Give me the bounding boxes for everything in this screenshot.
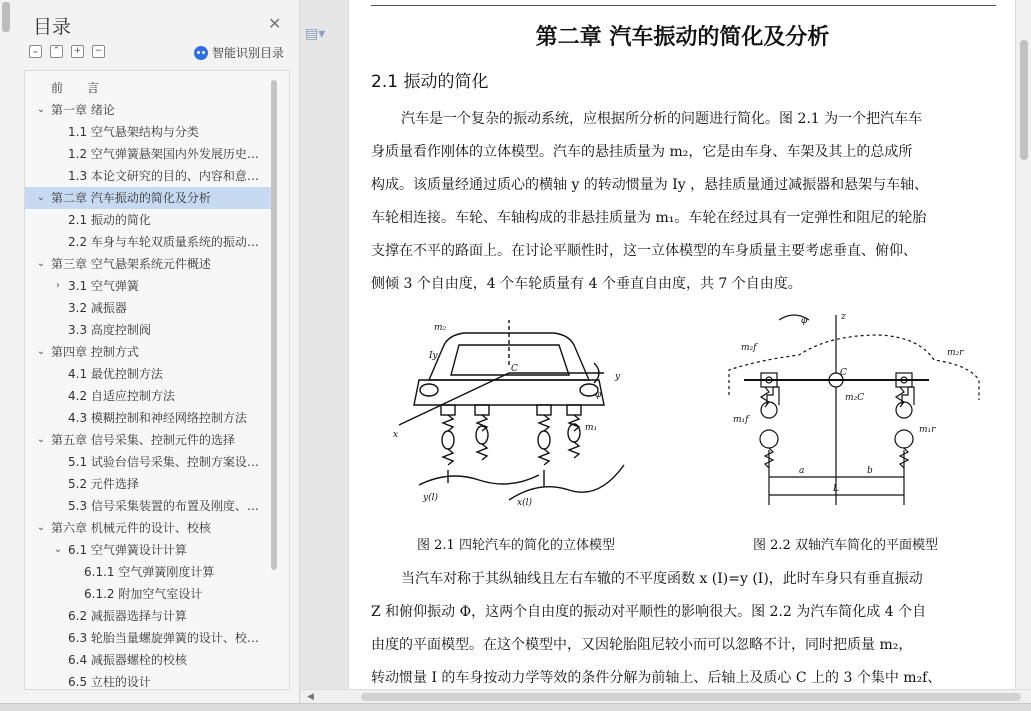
toc-item[interactable]: [25, 319, 271, 341]
smart-toc-button[interactable]: [194, 44, 284, 61]
page-view-icon[interactable]: ▤▾: [305, 26, 326, 42]
chevron-down-icon[interactable]: ⌄: [36, 434, 46, 445]
status-bar: [0, 703, 1031, 711]
fig1-label-m1: m₁: [585, 423, 598, 433]
fig2-label-l: L: [833, 484, 839, 494]
toc-item[interactable]: [25, 143, 271, 165]
paragraph-1: [371, 103, 996, 301]
toc-item[interactable]: [25, 99, 271, 121]
toc-item-label: 第三章 空气悬架系统元件概述: [51, 257, 211, 271]
figure-2-2-caption: 图 2.2 双轴汽车简化的平面模型: [753, 538, 938, 553]
toc-item-label: 4.2 自适应控制方法: [68, 389, 175, 403]
fig2-label-phi: φ: [801, 316, 808, 326]
toc-item-label: 1.1 空气悬架结构与分类: [68, 125, 199, 139]
toc-item[interactable]: [25, 275, 271, 297]
fig2-label-m1r: m₁r: [919, 425, 936, 435]
toc-item-label: 前 言: [51, 81, 100, 95]
toc-item[interactable]: [25, 451, 271, 473]
toc-item-label: 6.1.1 空气弹簧刚度计算: [84, 565, 215, 579]
toc-item[interactable]: [25, 539, 271, 561]
fig2-label-c: C: [840, 368, 847, 378]
chevron-down-icon[interactable]: ⌄: [36, 192, 46, 203]
fig1-label-y: y: [615, 372, 621, 382]
fig1-label-x: x: [393, 430, 399, 440]
remove-heading-icon[interactable]: −: [92, 45, 105, 58]
toc-item[interactable]: [25, 363, 271, 385]
paragraph-line: 身质量看作刚体的立体模型。汽车的悬挂质量为 m₂，它是由车身、车架及其上的总成所: [371, 144, 913, 160]
navigation-pane: [0, 0, 300, 703]
fig2-label-m2c: m₂C: [845, 393, 865, 403]
toc-item[interactable]: [25, 671, 271, 690]
toc-item-label: 3.1 空气弹簧: [68, 279, 139, 293]
paragraph-line: 汽车是一个复杂的振动系统，应根据所分析的问题进行简化。图 2.1 为一个把汽车车: [401, 111, 923, 127]
toc-item-label: 6.1 空气弹簧设计计算: [68, 543, 187, 557]
figure-2-1-car-3d-model: [389, 305, 629, 515]
fig2-label-z: z: [841, 312, 846, 322]
toc-item[interactable]: [25, 583, 271, 605]
paragraph-line: 当汽车对称于其纵轴线且左右车辙的不平度函数 x (I)=y (I)，此时车身只有垂直振动: [401, 571, 923, 587]
horizontal-scrollbar[interactable]: [301, 689, 1031, 703]
toc-item-label: 5.3 信号采集装置的布置及刚度、…: [68, 499, 259, 513]
fig2-label-a: a: [799, 466, 805, 476]
add-heading-icon[interactable]: +: [71, 45, 84, 58]
fig1-label-c: C: [511, 364, 518, 374]
chevron-right-icon[interactable]: ›: [56, 280, 60, 291]
toc-item[interactable]: [25, 253, 271, 275]
toc-item-label: 4.3 模糊控制和神经网络控制方法: [68, 411, 247, 425]
toc-item[interactable]: [25, 429, 271, 451]
fig1-label-m2: m₂: [434, 323, 447, 333]
fig1-label-xl: x(l): [517, 498, 532, 508]
toc-item-label: 第一章 绪论: [51, 103, 115, 117]
chevron-down-icon[interactable]: ⌄: [53, 544, 63, 555]
toc-panel: [24, 70, 290, 690]
document-area: [301, 0, 1015, 689]
toc-item-label: 6.4 减振器螺栓的校核: [68, 653, 187, 667]
fig2-label-m2r: m₂r: [947, 348, 964, 358]
toc-item-label: 第五章 信号采集、控制元件的选择: [51, 433, 235, 447]
horizontal-scrollbar-thumb[interactable]: [361, 693, 1021, 701]
ai-robot-icon: [194, 46, 208, 60]
vertical-scrollbar[interactable]: [1015, 0, 1031, 689]
fig2-label-b: b: [867, 466, 873, 476]
toc-item-label: 第六章 机械元件的设计、校核: [51, 521, 211, 535]
fig2-label-m2f: m₂f: [741, 343, 757, 353]
toc-item-label: 第四章 控制方式: [51, 345, 139, 359]
toc-list: [25, 77, 271, 690]
toc-item-label: 6.2 减振器选择与计算: [68, 609, 187, 623]
close-icon[interactable]: ✕: [268, 14, 282, 33]
chevron-down-icon[interactable]: ⌄: [36, 346, 46, 357]
toc-item-label: 3.3 高度控制阀: [68, 323, 151, 337]
toc-item[interactable]: [25, 627, 271, 649]
collapse-all-icon[interactable]: ⌄: [29, 45, 42, 58]
fig1-label-iy: Iy: [429, 351, 438, 361]
document-page: [348, 0, 1015, 689]
toc-item[interactable]: [25, 561, 271, 583]
paragraph-line: 车轮相连接。车轮、车轴构成的非悬挂质量为 m₁。车轮在经过具有一定弹性和阻尼的轮胎: [371, 210, 927, 226]
page-header-rule: [371, 0, 996, 6]
paragraph-2: [371, 563, 996, 689]
toc-item[interactable]: [25, 121, 271, 143]
chevron-down-icon[interactable]: ⌄: [36, 258, 46, 269]
section-title: 2.1 振动的简化: [371, 72, 489, 92]
toc-item[interactable]: [25, 517, 271, 539]
chevron-down-icon[interactable]: ⌄: [36, 104, 46, 115]
toc-item[interactable]: [25, 385, 271, 407]
nav-title: 目录: [33, 16, 72, 38]
toc-item[interactable]: [25, 165, 271, 187]
toc-item-label: 5.1 试验台信号采集、控制方案设…: [68, 455, 259, 469]
toc-item[interactable]: [25, 209, 271, 231]
paragraph-line: 构成。该质量经通过质心的横轴 y 的转动惯量为 Iy ，悬挂质量通过减振器和悬架与车轴、: [371, 177, 929, 193]
toc-item-label: 3.2 减振器: [68, 301, 127, 315]
toc-item-label: 1.2 空气弹簧悬架国内外发展历史…: [68, 147, 259, 161]
toc-item[interactable]: [25, 605, 271, 627]
toc-item[interactable]: [25, 473, 271, 495]
toc-toolbar: [29, 45, 105, 58]
toc-item[interactable]: [25, 77, 271, 99]
fig1-label-phi: φ: [595, 390, 602, 400]
toc-item[interactable]: [25, 495, 271, 517]
fig2-label-m1f: m₁f: [733, 415, 749, 425]
toc-scrollbar-thumb[interactable]: [271, 80, 277, 570]
toc-item-label: 5.2 元件选择: [68, 477, 139, 491]
toc-item-label: 4.1 最优控制方法: [68, 367, 163, 381]
toc-item-label: 6.3 轮胎当量螺旋弹簧的设计、校…: [68, 631, 259, 645]
toc-item[interactable]: [25, 231, 271, 253]
paragraph-line: 由度的平面模型。在这个模型中，又因轮胎阻尼较小而可以忽略不计，同时把质量 m₂，: [371, 637, 913, 653]
vertical-scrollbar-thumb[interactable]: [1020, 40, 1028, 160]
toc-item[interactable]: [25, 649, 271, 671]
smart-toc-label: 智能识别目录: [212, 46, 285, 60]
figure-2-2-two-axle-model: [719, 305, 989, 515]
paragraph-line: Z 和俯仰振动 Φ，这两个自由度的振动对平顺性的影响很大。图 2.2 为汽车简化成 4 个自: [371, 604, 927, 620]
toc-item-label: 6.5 立柱的设计: [68, 675, 151, 689]
toc-item-label: 2.1 振动的简化: [68, 213, 151, 227]
toc-item[interactable]: [25, 187, 271, 209]
toc-item[interactable]: [25, 341, 271, 363]
chapter-title: 第二章 汽车振动的简化及分析: [535, 25, 830, 50]
toc-item-label: 6.1.2 附加空气室设计: [84, 587, 203, 601]
toc-item-label: 2.2 车身与车轮双质量系统的振动…: [68, 235, 259, 249]
nav-pane-scrollbar[interactable]: [2, 2, 10, 32]
fig1-label-yl: y(l): [423, 493, 438, 503]
paragraph-line: 侧倾 3 个自由度，4 个车轮质量有 4 个垂直自由度，共 7 个自由度。: [371, 276, 802, 292]
paragraph-line: 转动惯量 I 的车身按动力学等效的条件分解为前轴上、后轴上及质心 C 上的 3 个集中 m₂f、: [371, 670, 942, 686]
figure-2-1-caption: 图 2.1 四轮汽车的简化的立体模型: [417, 538, 615, 553]
expand-up-icon[interactable]: ⌃: [50, 45, 63, 58]
toc-item[interactable]: [25, 297, 271, 319]
toc-item-label: 第二章 汽车振动的简化及分析: [51, 191, 211, 205]
chevron-down-icon[interactable]: ⌄: [36, 522, 46, 533]
toc-item[interactable]: [25, 407, 271, 429]
paragraph-line: 支撑在不平的路面上。在讨论平顺性时，这一立体模型的车身质量主要考虑垂直、俯仰、: [371, 243, 917, 259]
scroll-left-icon[interactable]: ◀: [307, 692, 314, 702]
toc-item-label: 1.3 本论文研究的目的、内容和意…: [68, 169, 259, 183]
